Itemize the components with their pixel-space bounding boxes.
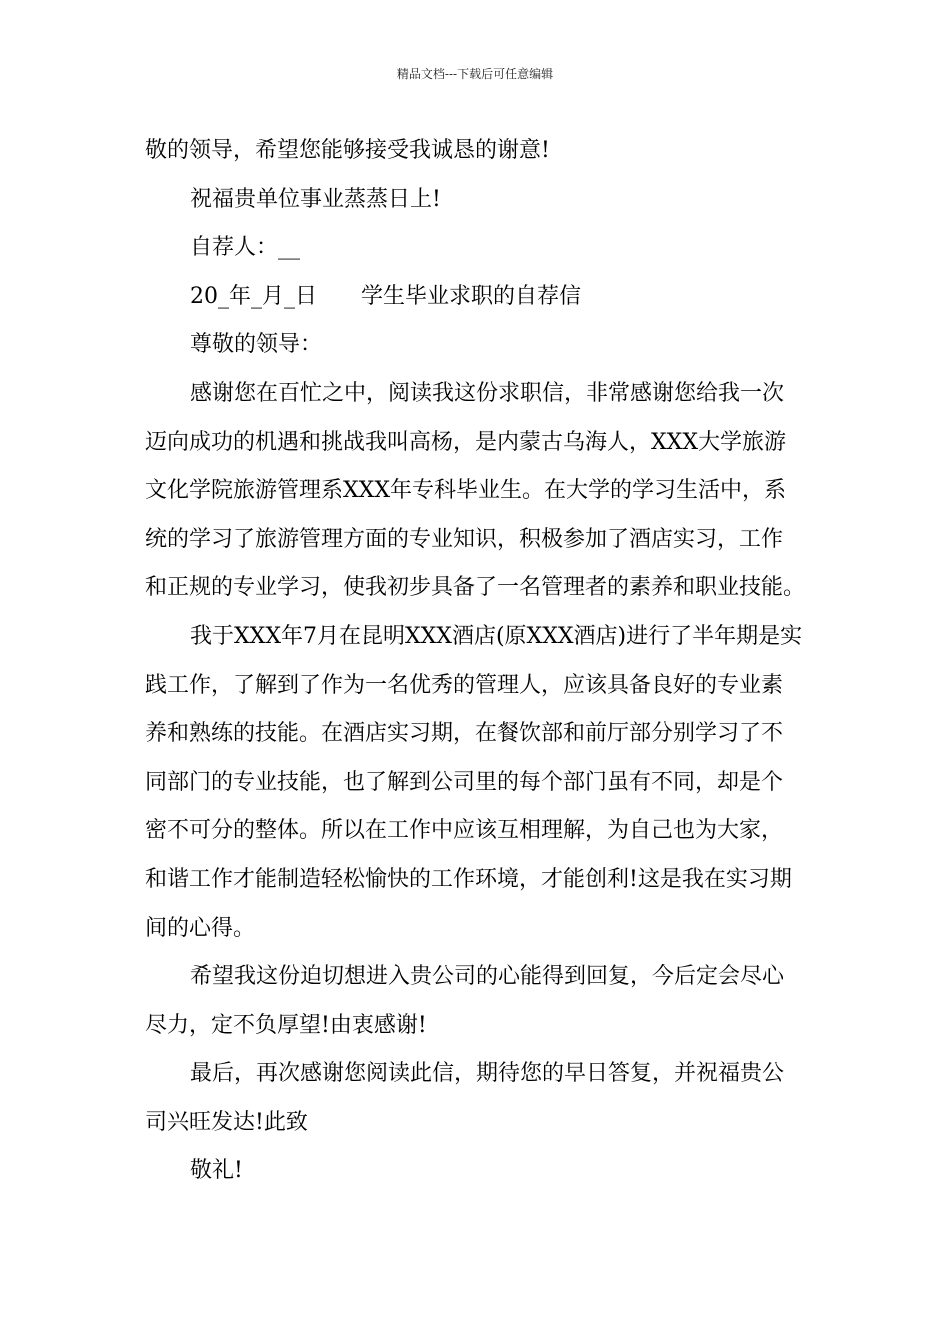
paragraph-line: 和谐工作才能制造轻松愉快的工作环境，才能创利!这是我在实习期: [145, 866, 792, 892]
paragraph-line: 敬的领导，希望您能够接受我诚恳的谢意!: [145, 138, 550, 163]
paragraph-line: 最后，再次感谢您阅读此信，期待您的早日答复，并祝福贵公: [190, 1061, 785, 1087]
letter-title: 学生毕业求职的自荐信: [361, 283, 582, 309]
paragraph-line: 希望我这份迫切想进入贵公司的心能得到回复，今后定会尽心: [190, 964, 785, 990]
date-and-title-line: [145, 273, 810, 322]
salutation-line: 尊敬的领导：: [190, 332, 323, 358]
paragraph-line: 密不可分的整体。所以在工作中应该互相理解，为自己也为大家，: [145, 818, 784, 844]
paragraph-line: 司兴旺发达!此致: [145, 1109, 308, 1135]
paragraph-line: 养和熟练的技能。在酒店实习期，在餐饮部和前厅部分别学习了不: [145, 721, 784, 747]
paragraph-line: 同部门的专业技能，也了解到公司里的每个部门虽有不同，却是个: [145, 769, 784, 795]
closing-line: 敬礼!: [190, 1158, 243, 1184]
paragraph-line: 文化学院旅游管理系XXX年专科毕业生。在大学的学习生活中，系: [145, 478, 786, 504]
paragraph-line: 尽力，定不负厚望!由衷感谢!: [145, 1012, 427, 1038]
document-body: [145, 127, 810, 1196]
paragraph-line: 间的心得。: [145, 915, 256, 941]
paragraph-line: 感谢您在百忙之中，阅读我这份求职信，非常感谢您给我一次: [190, 380, 785, 406]
paragraph-line: 迈向成功的机遇和挑战我叫高杨，是内蒙古乌海人，XXX大学旅游: [145, 429, 786, 455]
date-text: 20_年_月_日: [190, 283, 317, 309]
signature-line: 自荐人：__: [190, 235, 301, 261]
paragraph-line: 和正规的专业学习，使我初步具备了一名管理者的素养和职业技能。: [145, 575, 806, 601]
paragraph-line: 我于XXX年7月在昆明XXX酒店(原XXX酒店)进行了半年期是实: [190, 623, 803, 649]
paragraph-line: 统的学习了旅游管理方面的专业知识，积极参加了酒店实习，工作: [145, 526, 784, 552]
paragraph-line: 践工作，了解到了作为一名优秀的管理人，应该具备良好的专业素: [145, 672, 784, 698]
closing-wish-line: 祝福贵单位事业蒸蒸日上!: [190, 186, 441, 212]
page-header: 精品文档---下载后可任意编辑: [396, 67, 554, 81]
